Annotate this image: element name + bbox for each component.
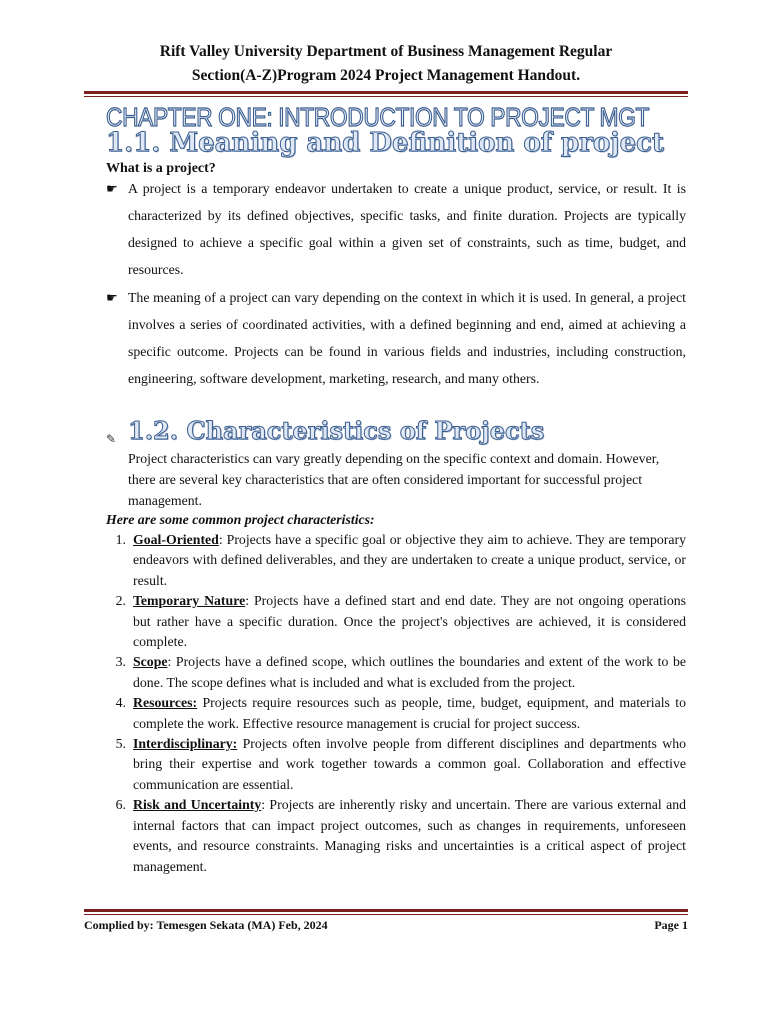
section-1-2-title: 1.2. Characteristics of Projects <box>128 416 545 445</box>
characteristics-list <box>106 530 686 877</box>
list-item: 2. Temporary Nature: Projects have a defined start and end date. They are not ongoing operations but rather have a specific duration. Once the project's objectives are achieved, it is considered complete. <box>115 593 686 650</box>
list-item: 4. Resources: Projects require resources such as people, time, budget, equipment, and materials to complete the work. Effective resource management is crucial for project success. <box>115 695 686 731</box>
section-1-1-title: 1.1. Meaning and Definition of project <box>106 128 664 158</box>
list-item: 5. Interdisciplinary: Projects often involve people from different disciplines and departments who bring their expertise and work together towards a common goal. Collaboration and effective communication are essential. <box>115 736 686 792</box>
pointing-hand-icon: ☛ <box>106 290 118 305</box>
list-item: 3. Scope: Projects have a defined scope, which outlines the boundaries and extent of the work to be done. The scope defines what is included and what is excluded from the project. <box>115 654 686 690</box>
list-item: 6. Risk and Uncertainty: Projects are inherently risky and uncertain. There are various external and internal factors that can impact project outcomes, such as changes in requirements, unforeseen events, and resource constraints. Managing risks and uncertainties is a critical aspect of project management. <box>115 797 686 874</box>
section-intro: Project characteristics can vary greatly depending on the specific context and domain. However, there are several key characteristics that are often considered important for successful project management. <box>128 451 660 508</box>
list-item: 1. Goal-Oriented: Projects have a specific goal or objective they aim to achieve. They are temporary endeavors with defined deliverables, and they are undertaken to create a unique product, service, or result. <box>115 532 686 588</box>
bullet-text: The meaning of a project can vary depending on the context in which it is used. In general, a project involves a series of coordinated activities, with a defined beginning and end, aimed at achieving a specific outcome. Projects can be found in various fields and industries, including construction, engineering, software development, marketing, research, and many others. <box>128 290 686 386</box>
header-line-1: Rift Valley University Department of Business Management Regular <box>159 43 613 60</box>
pointing-hand-icon: ☛ <box>106 181 118 196</box>
bullet-item <box>106 284 686 392</box>
bullet-text: A project is a temporary endeavor undertaken to create a unique product, service, or result. It is characterized by its defined objectives, specific tasks, and finite duration. Projects are typically designed to achieve a specific goal within a given set of constraints, such as time, budget, and resources. <box>128 181 686 277</box>
footer-rule <box>84 909 688 915</box>
header-rule <box>84 91 688 97</box>
list-heading: Here are some common project characteristics: <box>106 512 375 527</box>
footer-author: Complied by: Temesgen Sekata (MA) Feb, 2024 <box>84 918 328 932</box>
chapter-title: CHAPTER ONE: INTRODUCTION TO PROJECT MGT <box>106 102 650 132</box>
question-heading: What is a project? <box>106 161 216 176</box>
pen-nib-icon: ✎ <box>106 432 117 446</box>
header-line-2: Section(A-Z)Program 2024 Project Management Handout. <box>191 67 581 84</box>
page-number: Page 1 <box>654 918 688 932</box>
bullet-item <box>106 175 686 283</box>
page-header <box>84 40 688 88</box>
